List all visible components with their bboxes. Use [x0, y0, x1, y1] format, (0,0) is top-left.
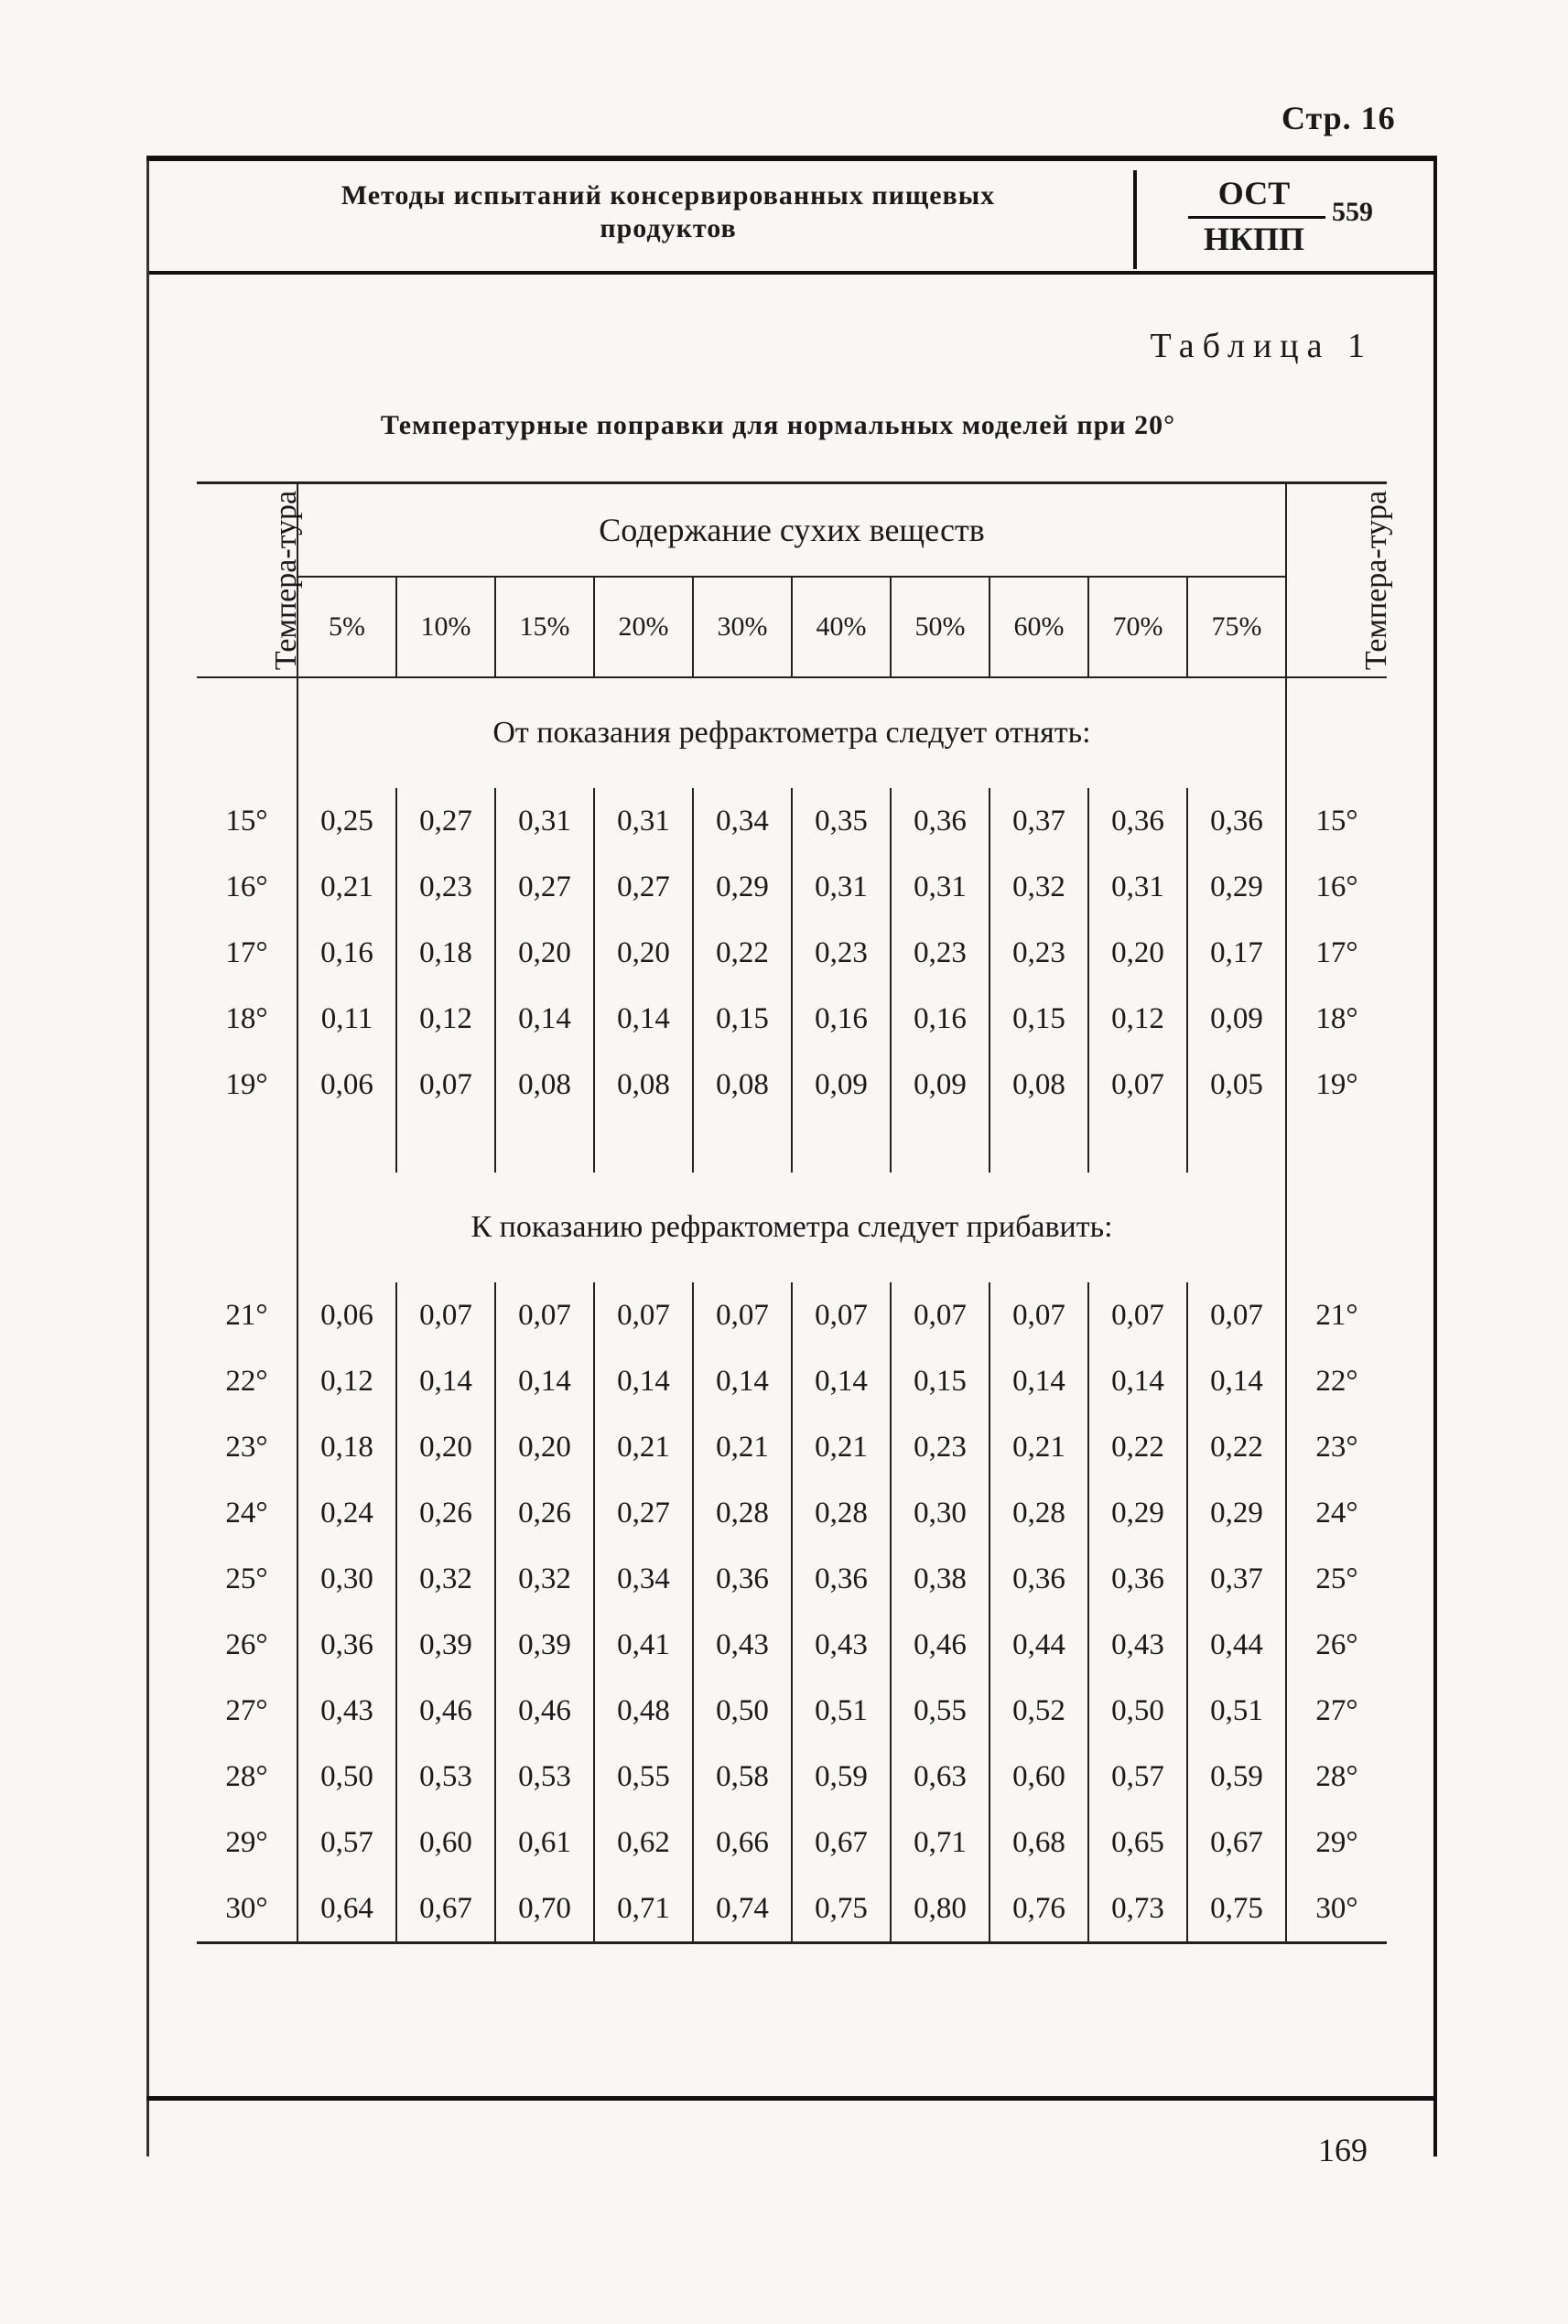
- section-subtract-label: От показания рефрактометра следует отнять:: [297, 677, 1286, 788]
- row-temperature-left: 15°: [225, 804, 268, 838]
- table-cell: 0,21: [989, 1414, 1088, 1480]
- row-temperature-right: 26°: [1286, 1612, 1387, 1678]
- table-cell: 0,57: [297, 1810, 396, 1875]
- table-cell: 0,67: [792, 1810, 891, 1875]
- table-cell: 0,50: [1088, 1678, 1187, 1744]
- column-header: 15%: [495, 577, 594, 677]
- table-cell: 0,36: [1088, 1546, 1187, 1612]
- header-bottom-rule: [146, 271, 1437, 275]
- spacer-cell: [792, 1118, 891, 1173]
- table-cell: 0,14: [594, 1348, 693, 1414]
- column-header: 10%: [396, 577, 495, 677]
- table-cell: 0,22: [1187, 1414, 1286, 1480]
- row-temperature-left: 16°: [225, 870, 268, 903]
- table-cell: 0,37: [989, 788, 1088, 854]
- table-cell: 0,05: [1187, 1052, 1286, 1118]
- table-cell: 0,67: [1187, 1810, 1286, 1875]
- document-title: [256, 179, 1080, 245]
- table-cell: 0,20: [1088, 920, 1187, 986]
- table-cell: 0,23: [396, 854, 495, 920]
- table-row: [197, 1678, 1387, 1744]
- spacer-cell: [396, 1118, 495, 1173]
- row-temperature-left: 25°: [225, 1562, 268, 1595]
- table-cell: 0,74: [693, 1875, 792, 1943]
- table-cell: 0,36: [693, 1546, 792, 1612]
- table-cell: 0,07: [891, 1282, 989, 1348]
- table-cell: 0,80: [891, 1875, 989, 1943]
- document-title-line1: Методы испытаний консервированных пищевых: [341, 180, 996, 211]
- table-row: [197, 986, 1387, 1052]
- table-cell: 0,09: [891, 1052, 989, 1118]
- table-cell: 0,30: [891, 1480, 989, 1546]
- row-temperature-right: 16°: [1286, 854, 1387, 920]
- row-temperature-left: 24°: [225, 1496, 268, 1530]
- table-cell: 0,63: [891, 1744, 989, 1810]
- table-cell: 0,27: [594, 1480, 693, 1546]
- table-cell: 0,31: [495, 788, 594, 854]
- row-temperature-right: 17°: [1286, 920, 1387, 986]
- correction-table: [197, 481, 1394, 1944]
- table-cell: 0,07: [693, 1282, 792, 1348]
- temp-header-left: [197, 483, 304, 678]
- column-header: 5%: [297, 577, 396, 677]
- table-row: [197, 1612, 1387, 1678]
- table-row: [197, 1348, 1387, 1414]
- table-cell: 0,11: [297, 986, 396, 1052]
- table-cell: 0,43: [693, 1612, 792, 1678]
- section-right-spacer: [1286, 677, 1387, 788]
- nkpp-label: НКПП: [1203, 221, 1305, 257]
- table-cell: 0,34: [693, 788, 792, 854]
- table-cell: 0,36: [792, 1546, 891, 1612]
- table-cell: 0,43: [297, 1678, 396, 1744]
- table-cell: 0,08: [594, 1052, 693, 1118]
- row-temperature-right: 23°: [1286, 1414, 1387, 1480]
- table-row: [197, 1052, 1387, 1118]
- spacer-cell: [197, 1118, 297, 1173]
- table-cell: 0,37: [1187, 1546, 1286, 1612]
- table-cell: 0,53: [495, 1744, 594, 1810]
- table-cell: 0,09: [1187, 986, 1286, 1052]
- table-cell: 0,14: [594, 986, 693, 1052]
- table-cell: 0,44: [989, 1612, 1088, 1678]
- row-temperature-right: 24°: [1286, 1480, 1387, 1546]
- row-temperature-right: 27°: [1286, 1678, 1387, 1744]
- table-cell: 0,27: [594, 854, 693, 920]
- table-cell: 0,12: [1088, 986, 1187, 1052]
- table-cell: 0,25: [297, 788, 396, 854]
- column-header: 40%: [792, 577, 891, 677]
- spacer-cell: [1286, 1118, 1387, 1173]
- table-cell: 0,71: [594, 1875, 693, 1943]
- spacer-cell: [1187, 1118, 1286, 1173]
- table-cell: 0,07: [1187, 1282, 1286, 1348]
- table-cell: 0,31: [891, 854, 989, 920]
- table-cell: 0,17: [1187, 920, 1286, 986]
- temp-header-right: [1286, 483, 1394, 678]
- row-temperature-left: 23°: [225, 1430, 268, 1464]
- table-cell: 0,14: [1088, 1348, 1187, 1414]
- table-cell: 0,07: [396, 1052, 495, 1118]
- section-left-spacer: [197, 1173, 297, 1282]
- table-cell: 0,07: [989, 1282, 1088, 1348]
- table-cell: 0,07: [594, 1282, 693, 1348]
- table-cell: 0,21: [693, 1414, 792, 1480]
- table-row: [197, 854, 1387, 920]
- table-cell: 0,26: [495, 1480, 594, 1546]
- table-cell: 0,61: [495, 1810, 594, 1875]
- table-cell: 0,20: [495, 1414, 594, 1480]
- table-cell: 0,21: [792, 1414, 891, 1480]
- table-cell: 0,50: [693, 1678, 792, 1744]
- table-cell: 0,38: [891, 1546, 989, 1612]
- table-cell: 0,53: [396, 1744, 495, 1810]
- section-right-spacer: [1286, 1173, 1387, 1282]
- ost-label: ОСТ: [1217, 175, 1291, 211]
- table-cell: 0,23: [792, 920, 891, 986]
- table-cell: 0,14: [495, 1348, 594, 1414]
- table-cell: 0,12: [297, 1348, 396, 1414]
- column-header: 30%: [693, 577, 792, 677]
- table-cell: 0,35: [792, 788, 891, 854]
- table-cell: 0,30: [297, 1546, 396, 1612]
- table-cell: 0,76: [989, 1875, 1088, 1943]
- page-right-border: [1433, 161, 1437, 2156]
- table-cell: 0,34: [594, 1546, 693, 1612]
- table-cell: 0,06: [297, 1052, 396, 1118]
- spacer-cell: [891, 1118, 989, 1173]
- table-cell: 0,75: [1187, 1875, 1286, 1943]
- table-cell: 0,07: [1088, 1282, 1187, 1348]
- table-cell: 0,07: [792, 1282, 891, 1348]
- row-temperature-left: 19°: [225, 1067, 268, 1101]
- table-cell: 0,55: [891, 1678, 989, 1744]
- table-cell: 0,29: [1187, 1480, 1286, 1546]
- table-cell: 0,48: [594, 1678, 693, 1744]
- table-cell: 0,15: [693, 986, 792, 1052]
- row-temperature-right: 22°: [1286, 1348, 1387, 1414]
- table-cell: 0,43: [792, 1612, 891, 1678]
- table-cell: 0,67: [396, 1875, 495, 1943]
- table-row: [197, 1744, 1387, 1810]
- table-cell: 0,29: [693, 854, 792, 920]
- table-cell: 0,29: [1187, 854, 1286, 920]
- column-header: 60%: [989, 577, 1088, 677]
- temp-header-right-label: Темпера-тура: [1359, 490, 1394, 671]
- table-cell: 0,50: [297, 1744, 396, 1810]
- table-cell: 0,15: [989, 986, 1088, 1052]
- table-cell: 0,28: [693, 1480, 792, 1546]
- row-temperature-right: 25°: [1286, 1546, 1387, 1612]
- row-temperature-right: 15°: [1286, 788, 1387, 854]
- table-cell: 0,22: [1088, 1414, 1187, 1480]
- table-cell: 0,09: [792, 1052, 891, 1118]
- table-cell: 0,32: [396, 1546, 495, 1612]
- table-cell: 0,39: [495, 1612, 594, 1678]
- table-cell: 0,65: [1088, 1810, 1187, 1875]
- table-cell: 0,20: [396, 1414, 495, 1480]
- page-left-border: [146, 161, 149, 2156]
- row-temperature-left: 30°: [197, 1875, 297, 1943]
- table-cell: 0,71: [891, 1810, 989, 1875]
- table-cell: 0,16: [891, 986, 989, 1052]
- group-header: Содержание сухих веществ: [297, 483, 1286, 578]
- table-cell: 0,60: [396, 1810, 495, 1875]
- table-cell: 0,66: [693, 1810, 792, 1875]
- table-cell: 0,29: [1088, 1480, 1187, 1546]
- table-cell: 0,44: [1187, 1612, 1286, 1678]
- column-header: 75%: [1187, 577, 1286, 677]
- table-row: [197, 920, 1387, 986]
- table-cell: 0,46: [495, 1678, 594, 1744]
- table-cell: 0,43: [1088, 1612, 1187, 1678]
- table-caption: Таблица 1: [1150, 327, 1373, 365]
- spacer-cell: [1088, 1118, 1187, 1173]
- row-temperature-right: 18°: [1286, 986, 1387, 1052]
- row-temperature-left: 29°: [225, 1825, 268, 1859]
- table-cell: 0,36: [297, 1612, 396, 1678]
- table-cell: 0,32: [989, 854, 1088, 920]
- table-cell: 0,60: [989, 1744, 1088, 1810]
- table-cell: 0,62: [594, 1810, 693, 1875]
- table-cell: 0,31: [1088, 854, 1187, 920]
- table-cell: 0,08: [989, 1052, 1088, 1118]
- table-cell: 0,52: [989, 1678, 1088, 1744]
- document-title-line2: продуктов: [600, 213, 737, 243]
- temp-header-left-label: Темпера-тура: [269, 490, 304, 671]
- row-temperature-left: 17°: [225, 935, 268, 969]
- table-cell: 0,22: [693, 920, 792, 986]
- table-cell: 0,70: [495, 1875, 594, 1943]
- table-cell: 0,59: [792, 1744, 891, 1810]
- table-cell: 0,14: [792, 1348, 891, 1414]
- table-cell: 0,51: [792, 1678, 891, 1744]
- table-cell: 0,21: [297, 854, 396, 920]
- section-left-spacer: [197, 677, 297, 788]
- table-cell: 0,07: [1088, 1052, 1187, 1118]
- table-cell: 0,36: [989, 1546, 1088, 1612]
- table-row: [197, 1480, 1387, 1546]
- table-cell: 0,20: [495, 920, 594, 986]
- spacer-cell: [693, 1118, 792, 1173]
- table-cell: 0,32: [495, 1546, 594, 1612]
- table-cell: 0,07: [396, 1282, 495, 1348]
- footer-page-number: 169: [1318, 2132, 1368, 2168]
- table-cell: 0,27: [495, 854, 594, 920]
- table-cell: 0,06: [297, 1282, 396, 1348]
- table-cell: 0,23: [989, 920, 1088, 986]
- row-temperature-right: 19°: [1286, 1052, 1387, 1118]
- ost-fraction-line: [1188, 216, 1325, 219]
- table-cell: 0,18: [396, 920, 495, 986]
- table-cell: 0,75: [792, 1875, 891, 1943]
- table-cell: 0,28: [792, 1480, 891, 1546]
- page-label: Стр. 16: [1281, 100, 1396, 136]
- table-cell: 0,07: [495, 1282, 594, 1348]
- row-temperature-left: 22°: [225, 1364, 268, 1398]
- table-row: [197, 1282, 1387, 1348]
- table-cell: 0,31: [594, 788, 693, 854]
- row-temperature-right: 28°: [1286, 1744, 1387, 1810]
- spacer-cell: [495, 1118, 594, 1173]
- section-add-label: К показанию рефрактометра следует прибавить:: [297, 1173, 1286, 1282]
- spacer-row: [197, 1118, 1387, 1173]
- column-header: 50%: [891, 577, 989, 677]
- row-temperature-right: 21°: [1286, 1282, 1387, 1348]
- column-header: 20%: [594, 577, 693, 677]
- row-temperature-right: 30°: [1286, 1875, 1387, 1943]
- table-cell: 0,46: [891, 1612, 989, 1678]
- table-cell: 0,14: [693, 1348, 792, 1414]
- table-cell: 0,16: [297, 920, 396, 986]
- row-temperature-left: 27°: [225, 1693, 268, 1727]
- table-cell: 0,39: [396, 1612, 495, 1678]
- table-cell: 0,31: [792, 854, 891, 920]
- table-cell: 0,46: [396, 1678, 495, 1744]
- spacer-cell: [297, 1118, 396, 1173]
- table-cell: 0,14: [495, 986, 594, 1052]
- table-row: [197, 1414, 1387, 1480]
- row-temperature-left: 28°: [225, 1759, 268, 1793]
- table-cell: 0,51: [1187, 1678, 1286, 1744]
- table-row: [197, 788, 1387, 854]
- table-cell: 0,68: [989, 1810, 1088, 1875]
- table-cell: 0,41: [594, 1612, 693, 1678]
- table-cell: 0,14: [396, 1348, 495, 1414]
- table-cell: 0,23: [891, 1414, 989, 1480]
- table-cell: 0,57: [1088, 1744, 1187, 1810]
- table-cell: 0,23: [891, 920, 989, 986]
- row-temperature-left: 18°: [225, 1001, 268, 1035]
- table-cell: 0,26: [396, 1480, 495, 1546]
- table-cell: 0,73: [1088, 1875, 1187, 1943]
- table-title: Температурные поправки для нормальных моделей при 20°: [380, 410, 1176, 440]
- row-temperature-left: 26°: [225, 1627, 268, 1661]
- spacer-cell: [989, 1118, 1088, 1173]
- header-top-rule: [146, 156, 1437, 161]
- spacer-cell: [594, 1118, 693, 1173]
- table-cell: 0,58: [693, 1744, 792, 1810]
- table-cell: 0,08: [693, 1052, 792, 1118]
- table-cell: 0,55: [594, 1744, 693, 1810]
- table-cell: 0,14: [989, 1348, 1088, 1414]
- table-cell: 0,24: [297, 1480, 396, 1546]
- table-cell: 0,59: [1187, 1744, 1286, 1810]
- table-cell: 0,15: [891, 1348, 989, 1414]
- table-cell: 0,28: [989, 1480, 1088, 1546]
- header-divider: [1133, 170, 1137, 269]
- table-cell: 0,21: [594, 1414, 693, 1480]
- table-cell: 0,27: [396, 788, 495, 854]
- table-cell: 0,20: [594, 920, 693, 986]
- table-cell: 0,14: [1187, 1348, 1286, 1414]
- table-row: [197, 1875, 1387, 1943]
- table-cell: 0,64: [297, 1875, 396, 1943]
- table-cell: 0,18: [297, 1414, 396, 1480]
- column-header: 70%: [1088, 577, 1187, 677]
- table-row: [197, 1810, 1387, 1875]
- row-temperature-left: 21°: [225, 1298, 268, 1332]
- table-row: [197, 1546, 1387, 1612]
- row-temperature-right: 29°: [1286, 1810, 1387, 1875]
- table-cell: 0,36: [891, 788, 989, 854]
- table-cell: 0,12: [396, 986, 495, 1052]
- ost-number: 559: [1332, 197, 1373, 227]
- table-cell: 0,16: [792, 986, 891, 1052]
- table-cell: 0,36: [1187, 788, 1286, 854]
- table-cell: 0,36: [1088, 788, 1187, 854]
- page-bottom-rule: [146, 2096, 1437, 2101]
- table-cell: 0,08: [495, 1052, 594, 1118]
